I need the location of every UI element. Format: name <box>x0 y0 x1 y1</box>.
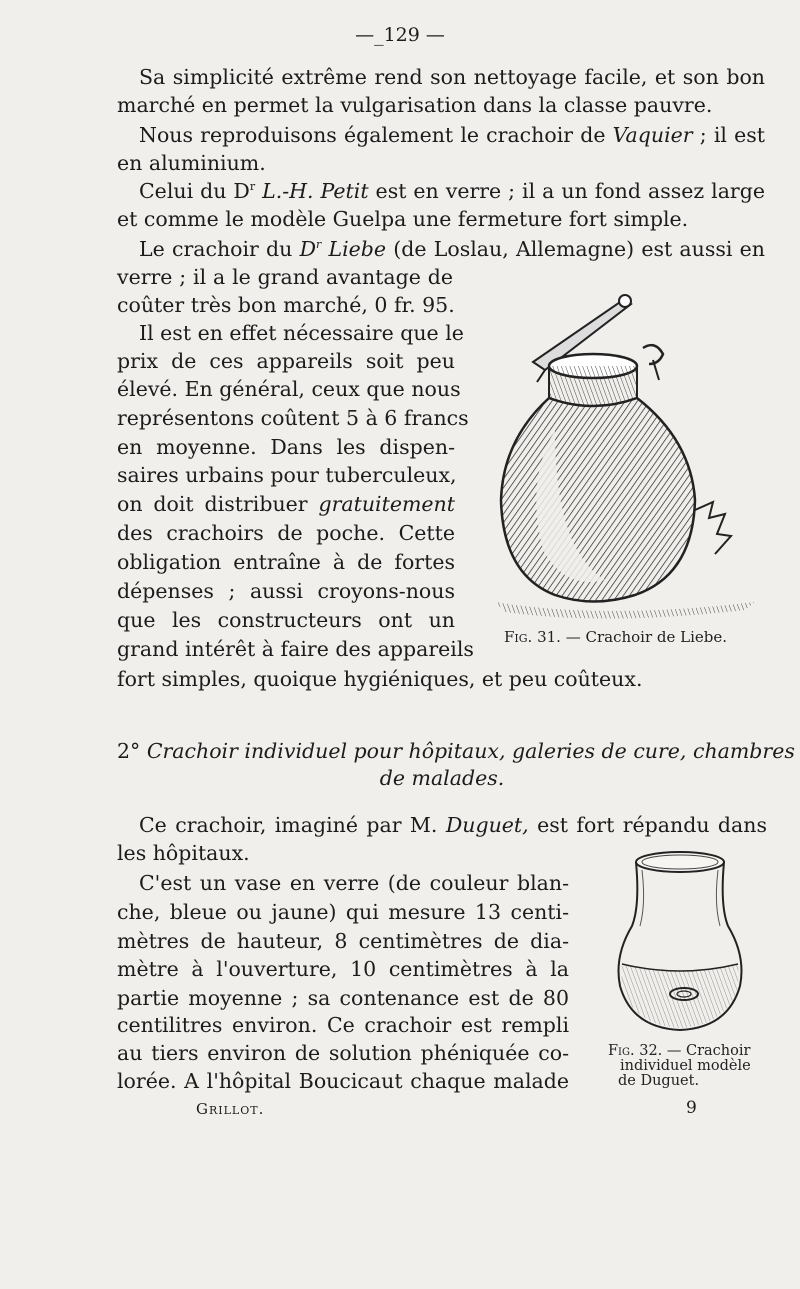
author-name: Liebe <box>321 237 387 261</box>
emphasis: gratuitement <box>318 492 455 516</box>
body-line: que les constructeurs ont un <box>117 608 455 632</box>
body-line: mètre à l'ouverture, 10 centimètres à la <box>117 957 569 981</box>
body-line: Nous reproduisons également le crachoir de Vaquier ; il est <box>139 123 765 147</box>
page-number: —_129 — <box>355 24 445 46</box>
body-line: grand intérêt à faire des appareils <box>117 637 474 661</box>
body-line: partie moyenne ; sa contenance est de 80 <box>117 986 569 1010</box>
body-line: centilitres environ. Ce crachoir est rempli <box>117 1013 569 1037</box>
body-line: C'est un vase en verre (de couleur blan- <box>139 871 569 895</box>
body-line: Celui du $D^r$ L.-H. Petit est en verre ; il a un fond assez large <box>139 179 765 203</box>
body-line: prix de ces appareils soit peu <box>117 349 455 373</box>
figure-32-caption: Fig. 32. — Crachoir individuel modèle de Duguet. <box>608 1043 751 1089</box>
body-line: che, bleue ou jaune) qui mesure 13 centi- <box>117 900 569 924</box>
author-name: L.-H. Petit <box>255 179 369 203</box>
figure-31-caption: Fig. 31. — Crachoir de Liebe. <box>504 628 728 646</box>
body-line: saires urbains pour tuberculeux, <box>117 463 457 487</box>
body-line: marché en permet la vulgarisation dans la classe pauvre. <box>117 93 713 117</box>
section-heading: 2° Crachoir individuel pour hôpitaux, galeries de cure, chambres <box>117 739 795 763</box>
body-line: des crachoirs de poche. Cette <box>117 521 455 545</box>
author-name: Duguet, <box>445 813 529 837</box>
body-line: au tiers environ de solution phéniquée co- <box>117 1041 569 1065</box>
body-line: coûter très bon marché, 0 fr. 95. <box>117 293 455 317</box>
body-line: en aluminium. <box>117 151 266 175</box>
body-line: élevé. En général, ceux que nous <box>117 377 461 401</box>
body-line: Sa simplicité extrême rend son nettoyage facile, et son bon <box>139 65 765 89</box>
body-line: on doit distribuer gratuitement <box>117 492 455 516</box>
body-line: Ce crachoir, imaginé par M. Duguet, est fort répandu dans <box>139 813 767 837</box>
body-line: représentons coûtent 5 à 6 francs <box>117 406 469 430</box>
duguet-spittoon-figure <box>612 846 752 1036</box>
author-signature: Grillot. <box>196 1100 265 1118</box>
body-line: en moyenne. Dans les dispen- <box>117 435 455 459</box>
body-line: verre ; il a le grand avantage de <box>117 265 453 289</box>
body-line: les hôpitaux. <box>117 841 250 865</box>
body-line: Le crachoir du $D^r$ Liebe (de Loslau, Allemagne) est aussi en <box>139 237 765 261</box>
body-line: fort simples, quoique hygiéniques, et peu coûteux. <box>117 667 643 691</box>
author-name: Vaquier <box>612 123 693 147</box>
body-line: obligation entraîne à de fortes <box>117 550 455 574</box>
body-line: lorée. A l'hôpital Boucicaut chaque malade <box>117 1069 569 1093</box>
signature-mark: 9 <box>686 1098 697 1118</box>
body-line: et comme le modèle Guelpa une fermeture fort simple. <box>117 207 689 231</box>
body-line: mètres de hauteur, 8 centimètres de dia- <box>117 929 569 953</box>
liebe-spittoon-figure <box>495 290 760 620</box>
body-line: dépenses ; aussi croyons-nous <box>117 579 455 603</box>
body-line: Il est en effet nécessaire que le <box>139 321 464 345</box>
section-heading: de malades. <box>379 766 505 790</box>
